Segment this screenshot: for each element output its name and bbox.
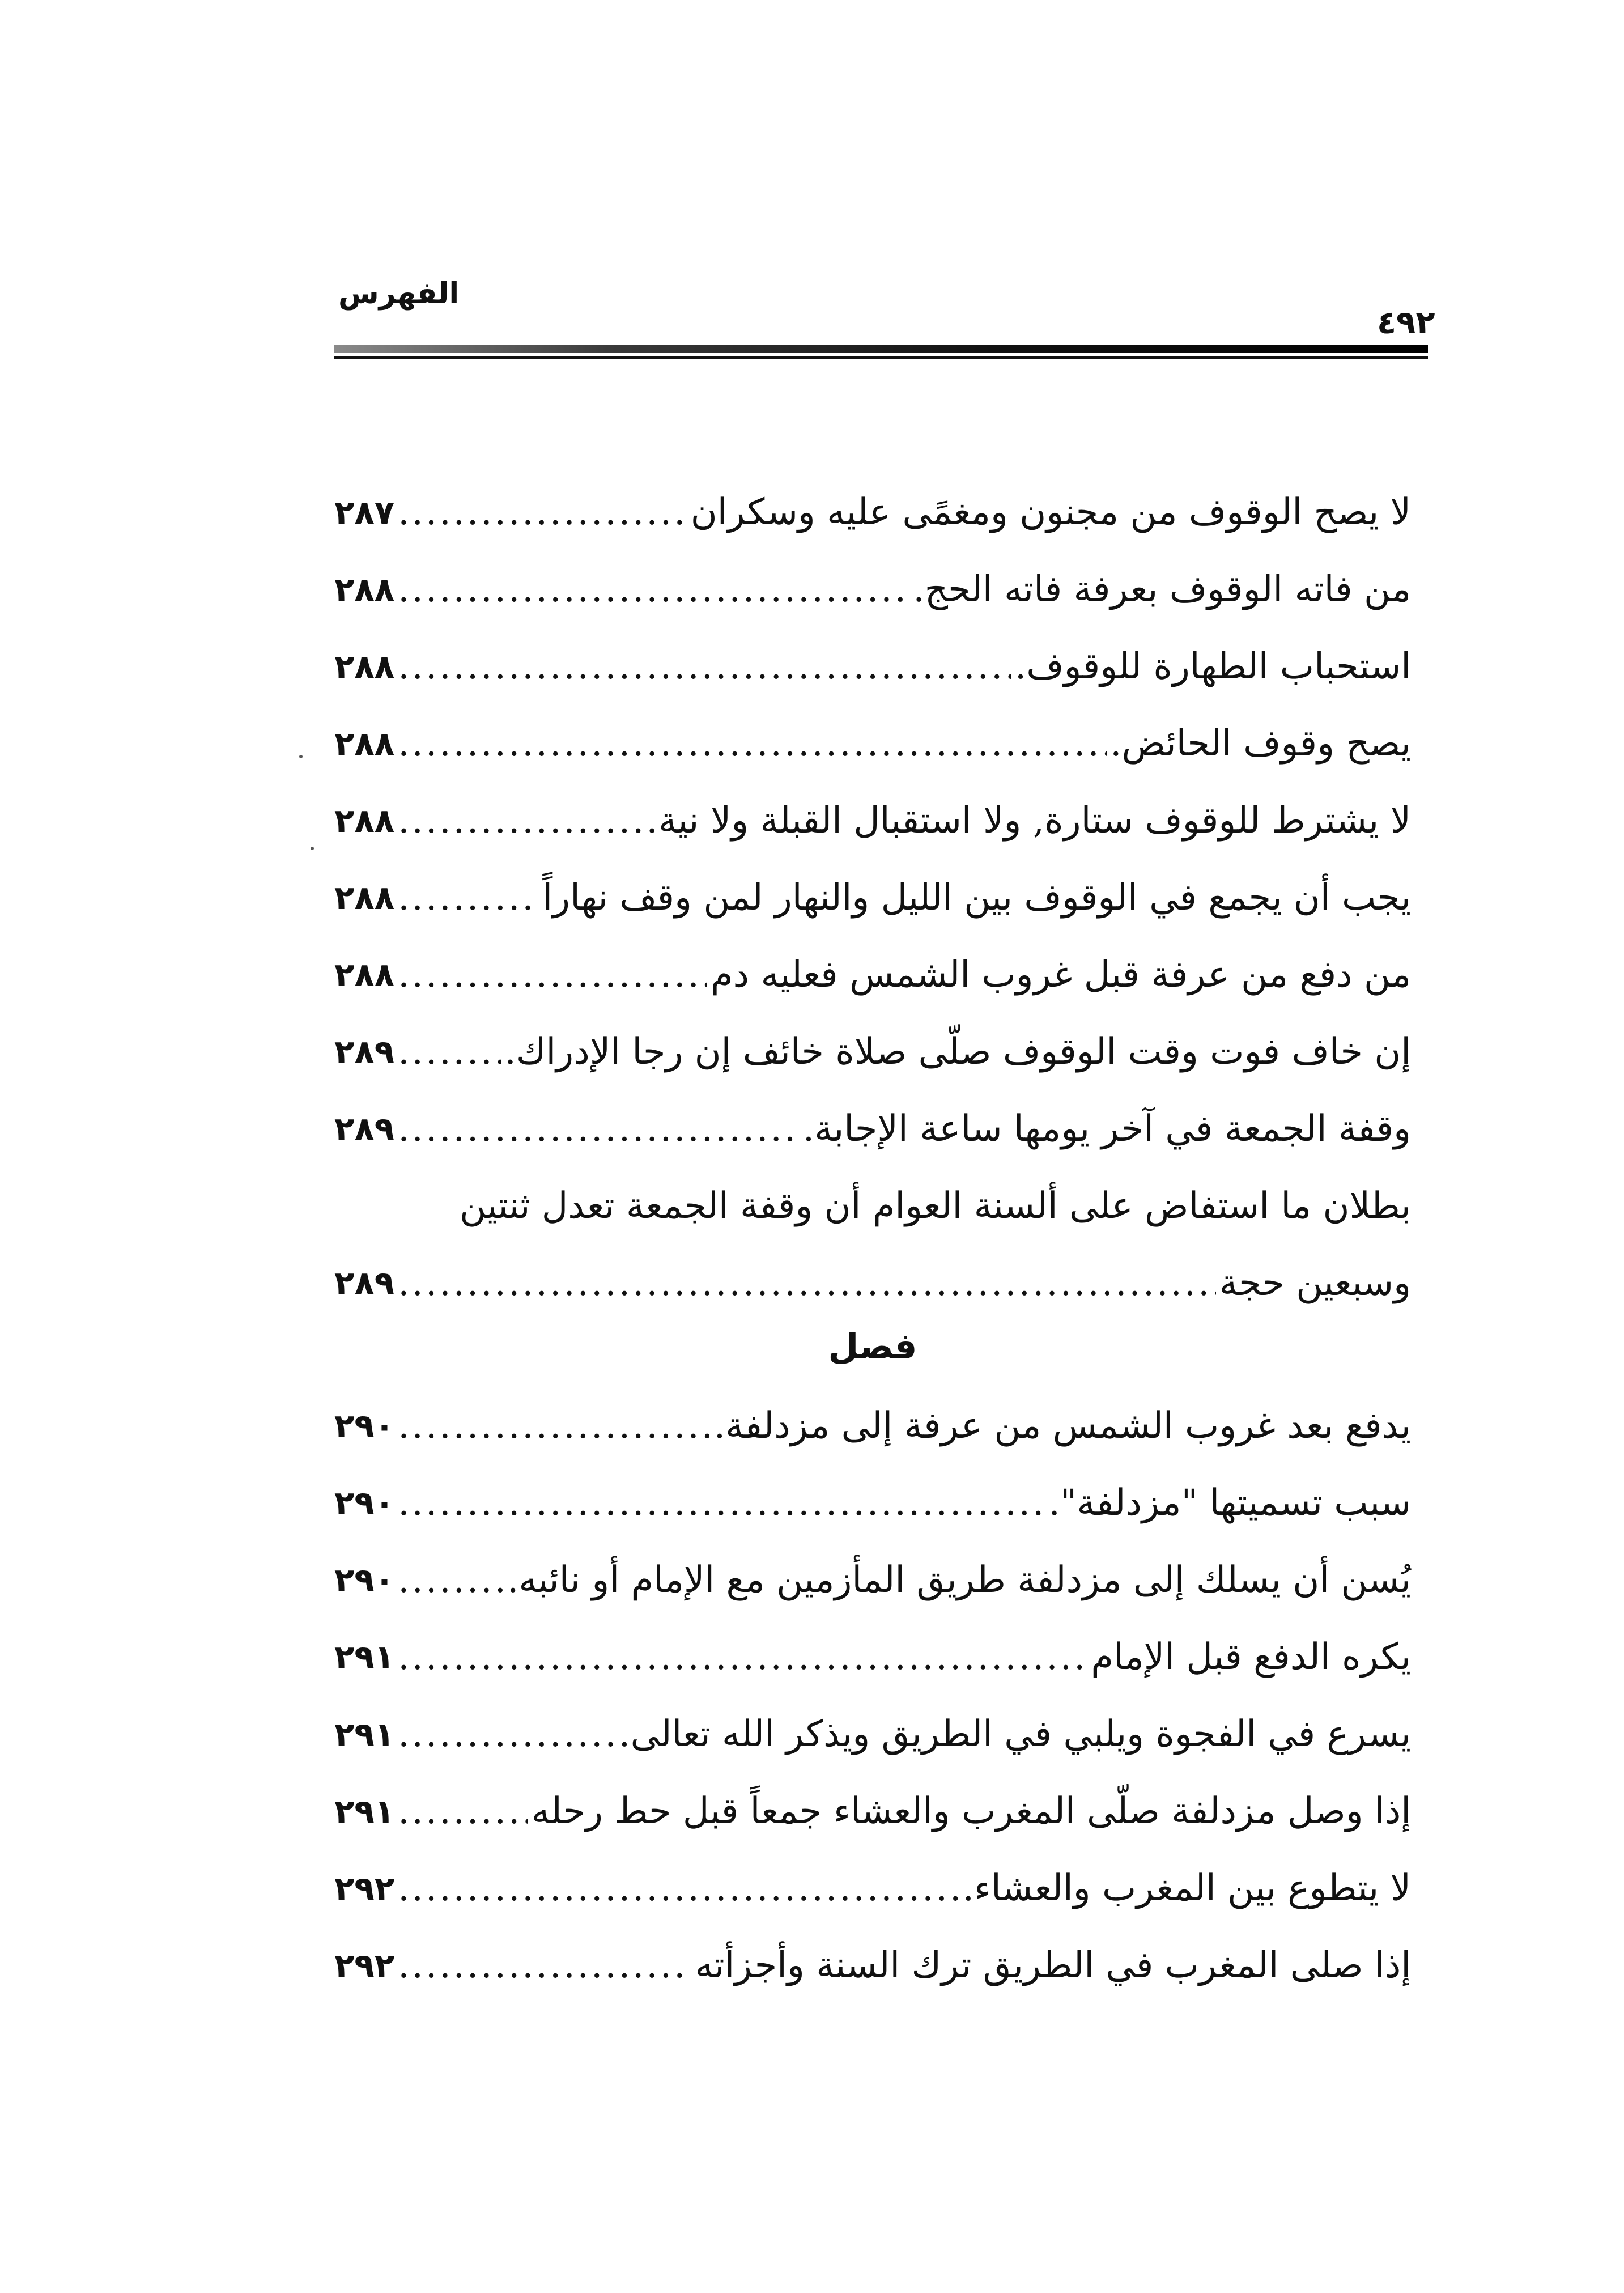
entry-page: ٢٩٠ — [334, 1561, 395, 1599]
entry-title: لا يتطوع بين المغرب والعشاء. — [962, 1867, 1411, 1909]
entry-page: ٢٨٨ — [334, 570, 395, 609]
index-entry — [334, 927, 1411, 1004]
entry-page: ٢٩٠ — [334, 1484, 395, 1522]
index-entry — [334, 1158, 1411, 1235]
entry-title: يكره الدفع قبل الإمام — [1091, 1636, 1411, 1678]
entry-page: ٢٨٨ — [334, 724, 395, 763]
entry-title: إن خاف فوت وقت الوقوف صلّى صلاة خائف إن رجا الإدراك. — [504, 1031, 1411, 1073]
index-entry — [334, 1687, 1411, 1764]
entry-page: ٢٨٧ — [334, 493, 395, 532]
entry-title: يدفع بعد غروب الشمس من عرفة إلى مزدلفة. — [713, 1405, 1411, 1447]
index-entry — [334, 1610, 1411, 1687]
index-entry — [334, 1004, 1411, 1081]
entry-page: ٢٩١ — [334, 1715, 395, 1753]
entry-page: ٢٨٩ — [334, 1264, 395, 1302]
dot-leader — [398, 721, 1107, 766]
entry-page: ٢٩١ — [334, 1638, 395, 1676]
index-entry — [334, 1455, 1411, 1532]
index-list — [334, 465, 1411, 1995]
dot-leader — [398, 1943, 691, 1988]
entry-title: استحباب الطهارة للوقوف. — [1014, 646, 1411, 687]
index-entry — [334, 619, 1411, 696]
entry-title: يصح وقوف الحائض. — [1110, 723, 1411, 765]
dot-leader — [398, 490, 687, 535]
index-entry — [334, 542, 1411, 619]
entry-title: بطلان ما استفاض على ألسنة العوام أن وقفة الجمعة تعدل ثنتين — [459, 1185, 1411, 1227]
dot-leader — [398, 567, 909, 612]
entry-page: ٢٨٨ — [334, 801, 395, 840]
dot-leader — [398, 1480, 1045, 1526]
dot-leader — [398, 1106, 800, 1152]
entry-title: لا يشترط للوقوف ستارة, ولا استقبال القبلة ولا نية — [658, 800, 1411, 842]
entry-page: ٢٩٢ — [334, 1869, 395, 1908]
index-entry — [334, 1378, 1411, 1455]
entry-title: وسبعين حجة — [1219, 1262, 1411, 1304]
entry-page: ٢٩١ — [334, 1792, 395, 1831]
entry-title: يسرع في الفجوة ويلبي في الطريق ويذكر الله تعالى — [630, 1713, 1411, 1755]
entry-title: من فاته الوقوف بعرفة فاته الحج. — [913, 568, 1411, 610]
page-number: ٤٩٢ — [1377, 304, 1435, 341]
entry-page: ٢٨٩ — [334, 1033, 395, 1071]
index-entry — [334, 1841, 1411, 1918]
section-heading: فصل — [828, 1326, 917, 1367]
entry-title: إذا وصل مزدلفة صلّى المغرب والعشاء جمعاً قبل حط رحله — [531, 1790, 1411, 1832]
dot-leader — [398, 1866, 959, 1911]
index-entry — [334, 1918, 1411, 1995]
scan-speck — [311, 847, 314, 850]
entry-title: يُسن أن يسلك إلى مزدلفة طريق المأزمين مع الإمام أو نائبه. — [507, 1559, 1411, 1601]
dot-leader — [398, 1634, 1087, 1680]
dot-leader — [398, 952, 707, 997]
index-entry — [334, 773, 1411, 850]
dot-leader — [398, 1789, 528, 1834]
dot-leader — [398, 1029, 501, 1075]
index-entry — [334, 1235, 1411, 1313]
entry-page: ٢٨٩ — [334, 1110, 395, 1148]
entry-page: ٢٩٠ — [334, 1407, 395, 1445]
dot-leader — [398, 798, 655, 843]
header-rule-thick — [334, 345, 1428, 353]
entry-title: يجب أن يجمع في الوقوف بين الليل والنهار لمن وقف نهاراً — [542, 877, 1411, 919]
running-header-title: الفهرس — [338, 277, 460, 311]
entry-title: إذا صلى المغرب في الطريق ترك السنة وأجزأته — [695, 1944, 1411, 1986]
entry-page: ٢٨٨ — [334, 647, 395, 686]
entry-page: ٢٨٨ — [334, 956, 395, 994]
index-entry — [334, 696, 1411, 773]
entry-page: ٢٨٨ — [334, 878, 395, 917]
entry-title: وقفة الجمعة في آخر يومها ساعة الإجابة. — [802, 1108, 1411, 1150]
dot-leader — [398, 1712, 627, 1757]
index-entry — [334, 850, 1411, 927]
index-entry — [334, 1532, 1411, 1610]
dot-leader — [398, 1260, 1216, 1306]
index-entry — [334, 1081, 1411, 1158]
header-rule-thin — [334, 356, 1428, 359]
entry-title: لا يصح الوقوف من مجنون ومغمًى عليه وسكران — [690, 491, 1411, 533]
scan-speck — [299, 755, 303, 758]
index-entry — [334, 465, 1411, 542]
dot-leader — [398, 875, 539, 920]
header-rule — [334, 345, 1428, 359]
dot-leader — [398, 644, 1011, 689]
entry-title: سبب تسميتها "مزدلفة". — [1048, 1482, 1411, 1524]
dot-leader — [398, 1403, 710, 1449]
dot-leader — [398, 1557, 504, 1603]
entry-title: من دفع من عرفة قبل غروب الشمس فعليه دم — [711, 954, 1411, 996]
index-entry — [334, 1764, 1411, 1841]
entry-page: ٢٩٢ — [334, 1946, 395, 1985]
